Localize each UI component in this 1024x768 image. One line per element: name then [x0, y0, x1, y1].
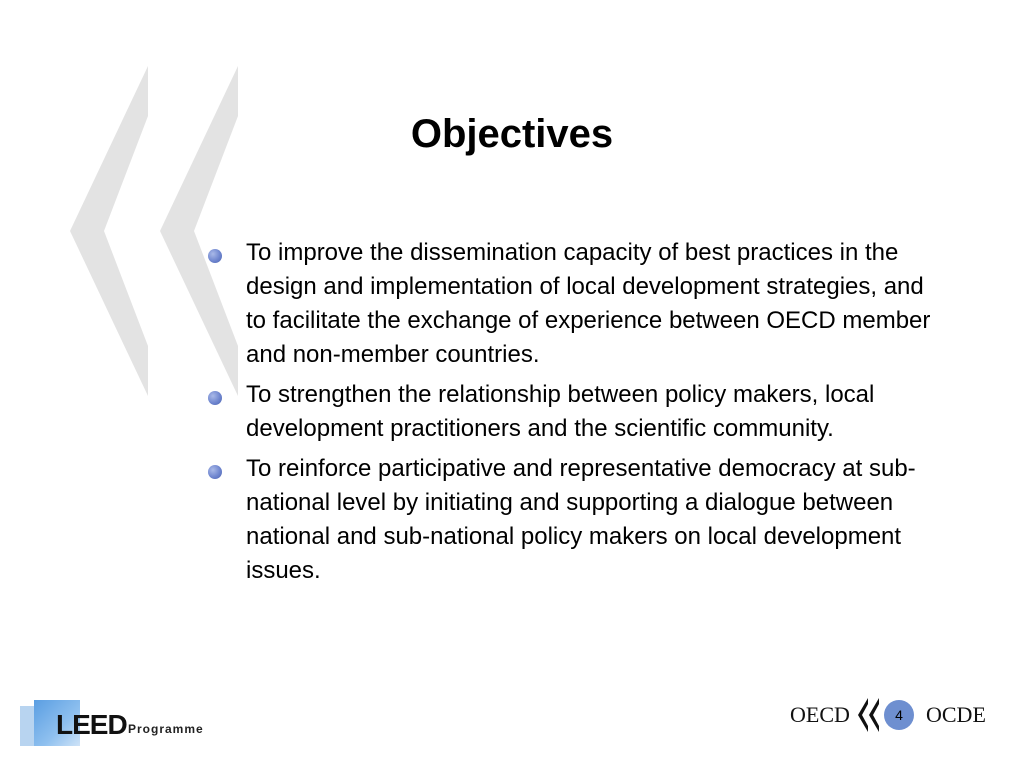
- objective-text-2: To strengthen the relationship between policy makers, local development practitioners and the scientific community.: [246, 381, 875, 442]
- slide-title: Objectives: [410, 112, 614, 156]
- round-bullet-icon: [208, 465, 222, 479]
- objectives-list: [204, 236, 944, 594]
- oecd-footer: [790, 696, 1000, 736]
- ocde-label: OCDE: [926, 702, 986, 727]
- leed-programme-logo: [20, 700, 220, 752]
- objective-item-2: [204, 378, 944, 446]
- round-bullet-icon: [208, 249, 222, 263]
- oecd-label: OECD: [790, 702, 850, 727]
- leed-logo-subtext: Programme: [128, 722, 204, 736]
- objective-item-3: [204, 452, 944, 588]
- objective-item-1: [204, 236, 944, 372]
- leed-logo-text: LEED: [56, 709, 127, 740]
- objective-text-1: To improve the dissemination capacity of best practices in the design and implementation of local development strategies, and to facilitate the exchange of experience between OECD member and non-member countries.: [246, 239, 931, 368]
- page-number-badge: 4: [884, 700, 914, 730]
- oecd-chevron-icon: [858, 698, 880, 732]
- objective-text-3: To reinforce participative and representative democracy at sub-national level by initiating and supporting a dialogue between national and sub-national policy makers on local development issues.: [246, 455, 916, 584]
- round-bullet-icon: [208, 391, 222, 405]
